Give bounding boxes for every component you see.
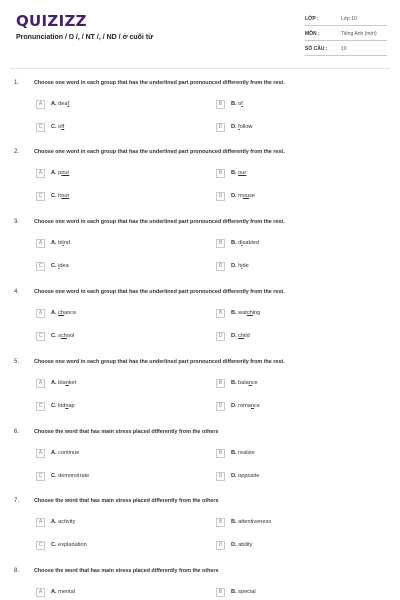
meta-count-label: SỐ CÂU :	[305, 46, 328, 52]
option-underlined-part: ch	[246, 310, 253, 316]
option-word-end: ance	[64, 310, 77, 316]
option-underlined-part: n	[65, 380, 69, 386]
option-letter: A.	[51, 380, 57, 386]
question-number: 4.	[14, 289, 20, 295]
option-checkbox[interactable]: A	[36, 100, 45, 109]
option-letter: A.	[51, 170, 57, 176]
option-word-end: sabled	[242, 240, 260, 246]
option-text	[231, 450, 255, 456]
option-checkbox[interactable]: A	[36, 239, 45, 248]
option-letter: A.	[51, 310, 57, 316]
option-word-start: demonstrate	[58, 473, 90, 479]
meta-class-value: Lớp 10	[341, 16, 357, 22]
option-checkbox[interactable]: C	[36, 402, 45, 411]
option-checkbox[interactable]: C	[36, 123, 45, 132]
option-checkbox[interactable]: A	[36, 518, 45, 527]
option-checkbox[interactable]: A	[36, 309, 45, 318]
quizizz-logo: QUIZIZZ	[16, 12, 87, 30]
option-text	[231, 101, 243, 107]
option-checkbox[interactable]: C	[36, 472, 45, 481]
option-text	[51, 240, 70, 246]
header-divider	[10, 68, 390, 69]
option-letter: C.	[51, 333, 57, 339]
option-checkbox[interactable]: B	[216, 518, 225, 527]
meta-subject-label: MÔN :	[305, 31, 320, 37]
option-letter: C.	[51, 403, 57, 409]
option-word-start: realize	[238, 450, 255, 456]
question-text: Choose one word in each group that has the underlined part pronounced differently from the rest.	[34, 359, 285, 365]
option-text	[231, 240, 259, 246]
meta-class-label: LỚP :	[305, 16, 319, 22]
option-underlined-part: n	[248, 380, 252, 386]
option-checkbox[interactable]: D	[216, 402, 225, 411]
option-word-end: ild	[244, 333, 250, 339]
option-word-start: h	[238, 263, 242, 269]
option-text	[231, 380, 258, 386]
option-checkbox[interactable]: B	[216, 239, 225, 248]
option-underlined-part: our	[238, 170, 247, 176]
option-letter: B.	[231, 519, 237, 525]
option-checkbox[interactable]: D	[216, 332, 225, 341]
option-underlined-part: ou	[242, 193, 250, 199]
option-letter: A.	[51, 101, 57, 107]
option-text	[51, 380, 76, 386]
option-word-start: roma	[238, 403, 251, 409]
option-letter: D.	[231, 542, 237, 548]
option-word-start: wat	[238, 310, 247, 316]
option-word-start: attentiveness	[238, 519, 272, 525]
meta-subject	[305, 27, 387, 41]
option-text	[231, 124, 252, 130]
option-text	[231, 263, 249, 269]
option-letter: C.	[51, 124, 57, 130]
option-letter: A.	[51, 240, 57, 246]
meta-class	[305, 12, 387, 26]
option-text	[51, 450, 79, 456]
option-word-end: ce	[251, 380, 258, 386]
option-word-start: m	[238, 193, 243, 199]
option-word-end: ket	[68, 380, 77, 386]
option-checkbox[interactable]: B	[216, 100, 225, 109]
question-text: Choose one word in each group that has the underlined part pronounced differently from the rest.	[34, 289, 285, 295]
option-letter: A.	[51, 589, 57, 595]
option-word-start: bla	[58, 380, 66, 386]
option-checkbox[interactable]: D	[216, 541, 225, 550]
option-word-end: ool	[66, 333, 75, 339]
option-word-end: se	[249, 193, 255, 199]
option-text	[51, 263, 69, 269]
option-checkbox[interactable]: C	[36, 541, 45, 550]
question-number: 8.	[14, 568, 20, 574]
option-word-start: o	[238, 101, 242, 107]
option-checkbox[interactable]: D	[216, 472, 225, 481]
worksheet-title: Pronunciation / Ŋ /, / NT /, / ND / ở cuối từ	[16, 34, 154, 41]
option-letter: C.	[51, 263, 57, 269]
option-text	[51, 473, 89, 479]
meta-count	[305, 42, 387, 56]
option-text	[51, 310, 76, 316]
option-text	[51, 589, 75, 595]
meta-subject-value: Tiếng Anh (mới)	[341, 31, 377, 37]
option-letter: B.	[231, 450, 237, 456]
meta-count-value: 10	[341, 46, 347, 52]
option-letter: D.	[231, 124, 237, 130]
option-underlined-part: n	[250, 403, 255, 409]
option-word-start: mental	[58, 589, 75, 595]
option-text	[51, 193, 69, 199]
option-letter: B.	[231, 589, 237, 595]
option-word-end: ing	[252, 310, 261, 316]
option-underlined-part: ff	[61, 124, 65, 130]
question-number: 6.	[14, 429, 20, 435]
option-letter: D.	[231, 473, 237, 479]
question-text: Choose the word that has main stress placed differently from the others	[34, 498, 219, 504]
option-word-start: d	[238, 240, 242, 246]
option-text	[231, 403, 260, 409]
option-word-start: special	[238, 589, 256, 595]
option-word-end: ollow	[239, 124, 253, 130]
option-letter: D.	[231, 263, 237, 269]
option-checkbox[interactable]: B	[216, 449, 225, 458]
option-underlined-part: i	[241, 263, 243, 269]
option-text	[231, 193, 255, 199]
option-underlined-part: i	[62, 240, 64, 246]
option-letter: D.	[231, 193, 237, 199]
option-word-start: ability	[238, 542, 253, 548]
option-letter: D.	[231, 333, 237, 339]
option-underlined-part: i	[241, 240, 243, 246]
question-text: Choose one word in each group that has the underlined part pronounced differently from the rest.	[34, 80, 285, 86]
option-word-start: activity	[58, 519, 76, 525]
option-text	[231, 589, 256, 595]
question-text: Choose one word in each group that has the underlined part pronounced differently from the rest.	[34, 219, 285, 225]
option-word-end: nd	[63, 240, 70, 246]
option-text	[51, 403, 75, 409]
question-number: 3.	[14, 219, 20, 225]
option-letter: B.	[231, 240, 237, 246]
option-letter: C.	[51, 473, 57, 479]
question-number: 5.	[14, 359, 20, 365]
option-checkbox[interactable]: C	[36, 192, 45, 201]
option-underlined-part: f	[238, 124, 240, 130]
option-checkbox[interactable]: C	[36, 332, 45, 341]
option-letter: B.	[231, 380, 237, 386]
option-word-start: dea	[58, 101, 68, 107]
option-text	[51, 519, 75, 525]
option-letter: A.	[51, 450, 57, 456]
option-word-end: ap	[68, 403, 75, 409]
option-letter: D.	[231, 403, 237, 409]
option-letter: A.	[51, 519, 57, 525]
option-word-start: bala	[238, 380, 249, 386]
option-checkbox[interactable]: D	[216, 262, 225, 271]
option-checkbox[interactable]: B	[216, 309, 225, 318]
option-word-end: dea	[59, 263, 69, 269]
question-text: Choose the word that has main stress placed differently from the others	[34, 429, 219, 435]
option-checkbox[interactable]: A	[36, 588, 45, 597]
option-word-start: h	[58, 193, 62, 199]
question-number: 2.	[14, 149, 20, 155]
option-underlined-part: ch	[238, 333, 245, 339]
option-text	[51, 333, 74, 339]
option-text	[231, 542, 252, 548]
option-checkbox[interactable]: B	[216, 169, 225, 178]
option-text	[231, 170, 246, 176]
option-word-start: opposite	[238, 473, 260, 479]
question-text: Choose one word in each group that has the underlined part pronounced differently from the rest.	[34, 149, 285, 155]
option-checkbox[interactable]: D	[216, 192, 225, 201]
option-underlined-part: f	[241, 101, 243, 107]
option-underlined-part: i	[58, 263, 60, 269]
option-word-end: de	[242, 263, 249, 269]
option-checkbox[interactable]: B	[216, 379, 225, 388]
option-word-start: continue	[58, 450, 80, 456]
option-word-start: o	[58, 124, 62, 130]
option-letter: B.	[231, 101, 237, 107]
option-checkbox[interactable]: A	[36, 449, 45, 458]
option-checkbox[interactable]: D	[216, 123, 225, 132]
option-underlined-part: our	[61, 170, 70, 176]
option-checkbox[interactable]: A	[36, 379, 45, 388]
option-text	[231, 333, 250, 339]
option-underlined-part: n	[65, 403, 69, 409]
question-text: Choose the word that has main stress placed differently from the others	[34, 568, 219, 574]
option-word-start: p	[58, 170, 62, 176]
option-letter: B.	[231, 310, 237, 316]
option-word-start: bl	[58, 240, 63, 246]
option-letter: B.	[231, 170, 237, 176]
option-text	[231, 310, 260, 316]
option-checkbox[interactable]: B	[216, 588, 225, 597]
option-underlined-part: ch	[58, 310, 65, 316]
option-text	[231, 473, 259, 479]
option-underlined-part: ch	[60, 333, 67, 339]
question-number: 1.	[14, 80, 20, 86]
option-word-start: explanation	[58, 542, 87, 548]
option-text	[51, 124, 64, 130]
option-text	[51, 170, 69, 176]
option-text	[231, 519, 271, 525]
option-underlined-part: our	[61, 193, 70, 199]
option-checkbox[interactable]: C	[36, 262, 45, 271]
question-number: 7.	[14, 498, 20, 504]
option-underlined-part: f	[67, 101, 70, 107]
option-letter: C.	[51, 542, 57, 548]
option-checkbox[interactable]: A	[36, 169, 45, 178]
option-letter: C.	[51, 193, 57, 199]
option-word-start: s	[58, 333, 61, 339]
option-word-end: ce	[254, 403, 260, 409]
option-word-start: kid	[58, 403, 66, 409]
option-text	[51, 101, 69, 107]
option-text	[51, 542, 87, 548]
